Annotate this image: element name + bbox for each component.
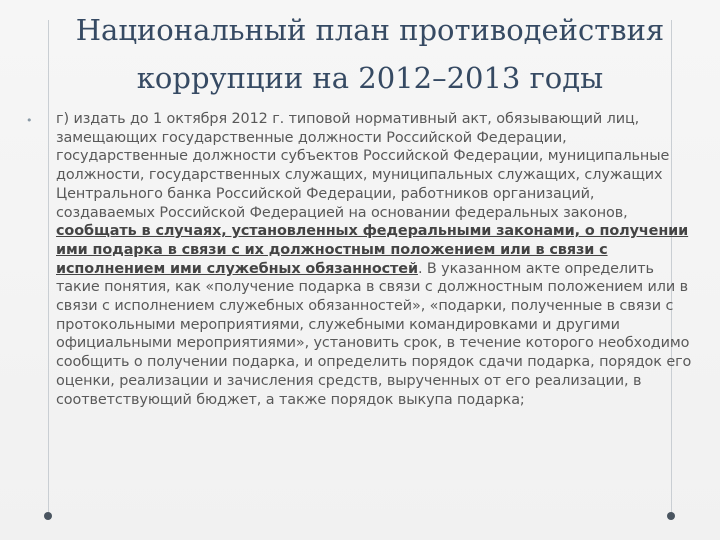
- frame-dot-left: [44, 512, 52, 520]
- slide-title-line-1: Национальный план противодействия: [75, 13, 665, 47]
- bullet-icon: •: [26, 114, 33, 127]
- frame-dot-right: [667, 512, 675, 520]
- slide-title-line-2: коррупции на 2012–2013 годы: [136, 61, 604, 95]
- slide-title: [40, 6, 700, 102]
- body-text-emphasis: сообщать в случаях, установленных федеральными законами, о получении ими подарка в связи с их должностным положением или в связи с исполнением ими служебных обязанностей: [56, 223, 689, 277]
- body-text-part-1: г) издать до 1 октября 2012 г. типовой нормативный акт, обязывающий лиц, замещающих государственные должности Российской Федерации, государственные должности субъектов Российской Федерации, муниципальные должности, государственных служащих, муниципальных служащих, служащих Центрального банка Российской Федерации, работников организаций, создаваемых Российской Федерацией на основании федеральных законов,: [56, 111, 670, 221]
- bullet-item: [26, 110, 692, 409]
- body-text-part-2: . В указанном акте определить такие понятия, как «получение подарка в связи с должностным положением или в связи с исполнением служебных обязанностей», «подарки, полученные в связи с протокольными мероприятиями, служебными командировками и другими официальными мероприятиями», установить срок, в течение которого необходимо сообщить о получении подарка, и определить порядок сдачи подарка, порядок его оценки, реализации и зачисления средств, вырученных от его реализации, в соответствующий бюджет, а также порядок выкупа подарка;: [56, 260, 692, 408]
- bullet-text: [56, 110, 692, 409]
